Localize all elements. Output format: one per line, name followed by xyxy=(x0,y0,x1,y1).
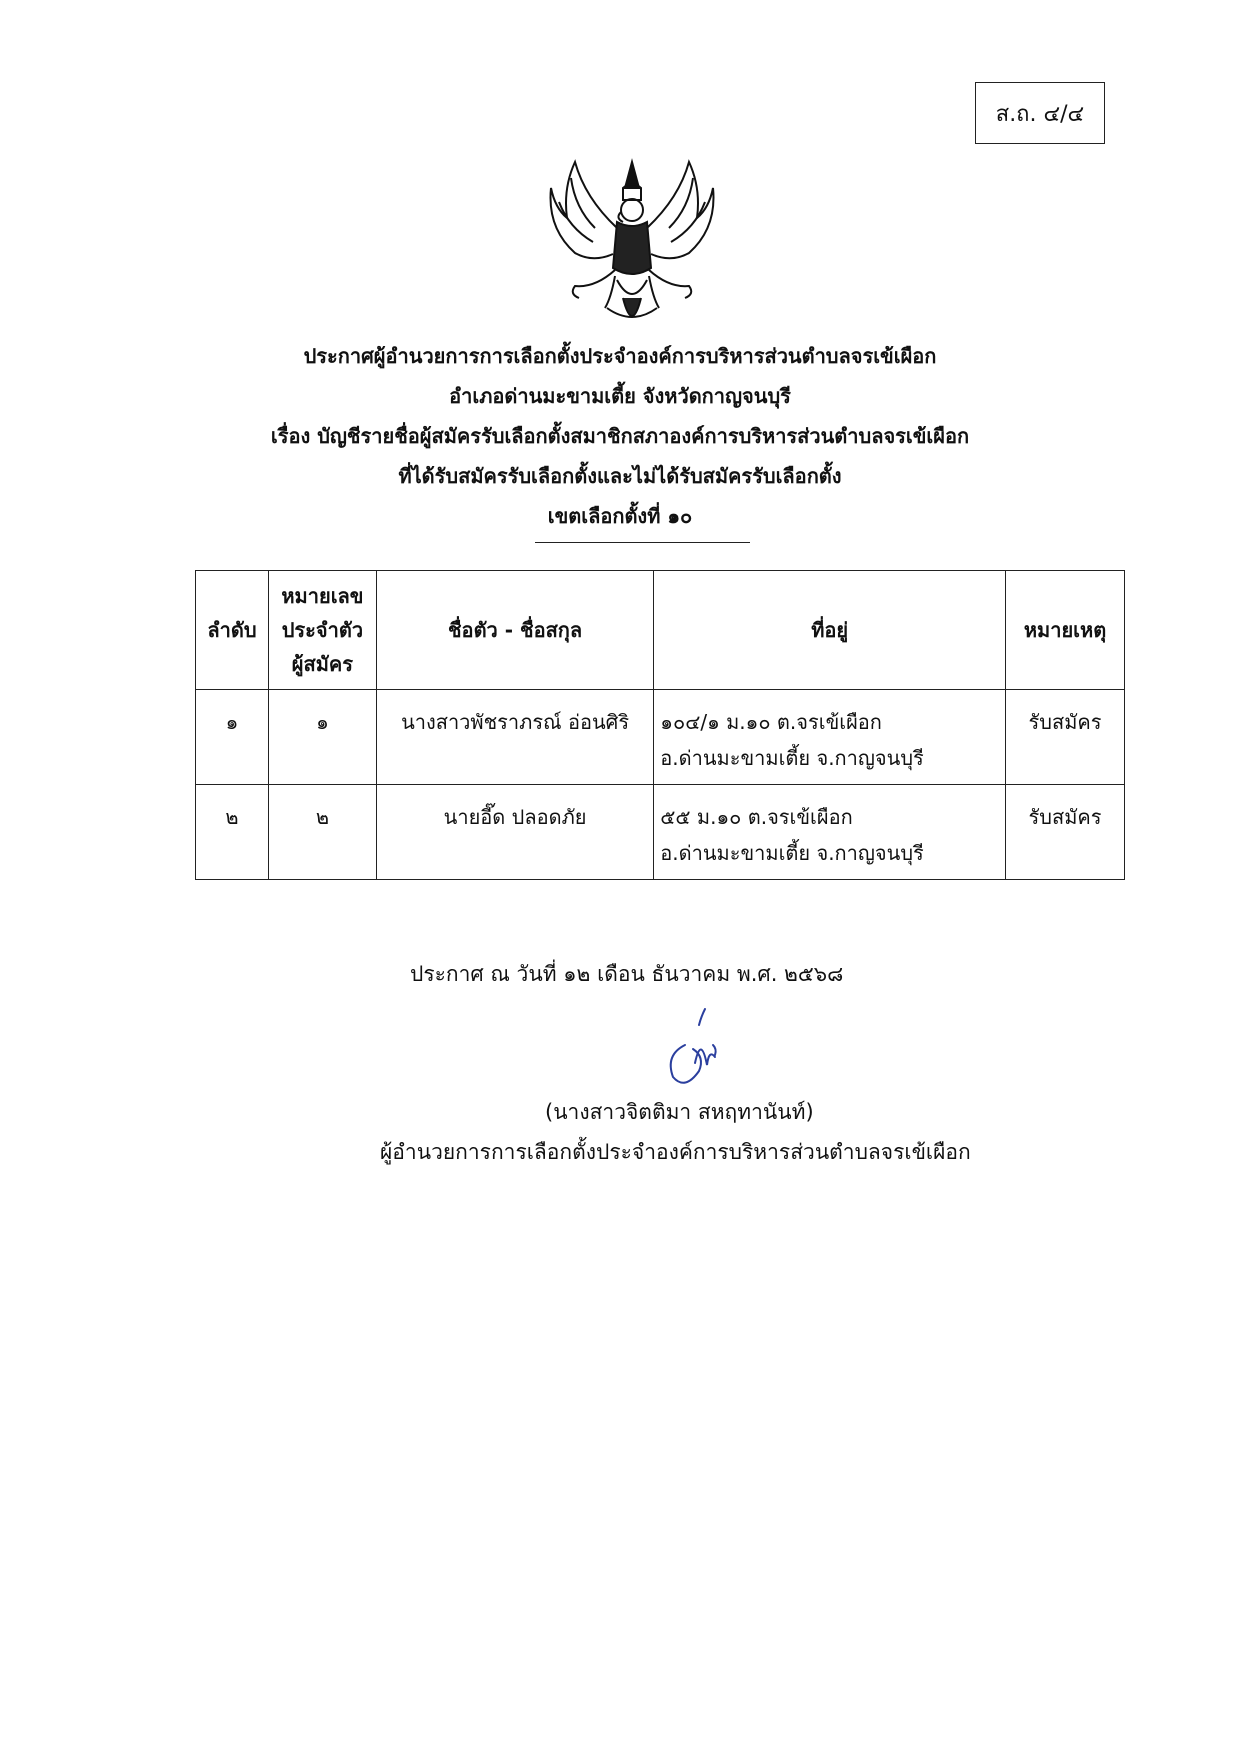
row-name: นางสาวพัชราภรณ์ อ่อนศิริ xyxy=(376,690,653,785)
heading-line-5: เขตเลือกตั้งที่ ๑๐ xyxy=(547,504,693,528)
heading-line-2: อำเภอด่านมะขามเตี้ย จังหวัดกาญจนบุรี xyxy=(449,384,791,408)
signer-name: (นางสาวจิตติมา สหฤทานันท์) xyxy=(545,1100,814,1124)
row-address-line-1: ๕๕ ม.๑๐ ต.จรเข้เผือก xyxy=(660,805,853,829)
row-address xyxy=(654,690,1006,785)
row-order: ๑ xyxy=(196,690,269,785)
row-remark: รับสมัคร xyxy=(1006,785,1125,880)
heading-line-3: เรื่อง บัญชีรายชื่อผู้สมัครรับเลือกตั้งสมาชิกสภาองค์การบริหารส่วนตำบลจรเข้เผือก xyxy=(270,424,970,448)
candidate-table xyxy=(195,570,1125,880)
announcement-heading xyxy=(0,336,1240,536)
signer-block xyxy=(0,1092,1240,1172)
form-code: ส.ถ. ๔/๔ xyxy=(995,101,1085,127)
heading-divider xyxy=(535,542,750,543)
row-candidate-number: ๑ xyxy=(268,690,376,785)
row-address-line-1: ๑๐๔/๑ ม.๑๐ ต.จรเข้เผือก xyxy=(660,710,882,734)
header-candidate-number-line-2: ประจำตัว xyxy=(281,618,364,642)
table-header-row xyxy=(196,571,1125,690)
row-candidate-number: ๒ xyxy=(268,785,376,880)
header-name: ชื่อตัว - ชื่อสกุล xyxy=(376,571,653,690)
header-candidate-number-line-1: หมายเลข xyxy=(281,584,364,608)
header-address: ที่อยู่ xyxy=(654,571,1006,690)
header-order: ลำดับ xyxy=(196,571,269,690)
heading-line-1: ประกาศผู้อำนวยการการเลือกตั้งประจำองค์การบริหารส่วนตำบลจรเข้เผือก xyxy=(303,344,937,368)
row-order: ๒ xyxy=(196,785,269,880)
handwritten-signature xyxy=(655,1005,735,1100)
heading-line-4: ที่ได้รับสมัครรับเลือกตั้งและไม่ได้รับสมัครรับเลือกตั้ง xyxy=(398,464,842,488)
row-address-line-2: อ.ด่านมะขามเตี้ย จ.กาญจนบุรี xyxy=(660,746,924,770)
signer-position: ผู้อำนวยการการเลือกตั้งประจำองค์การบริหารส่วนตำบลจรเข้เผือก xyxy=(380,1140,971,1164)
announcement-date: ประกาศ ณ วันที่ ๑๒ เดือน ธันวาคม พ.ศ. ๒๕๖๘ xyxy=(410,962,844,986)
header-candidate-number-line-3: ผู้สมัคร xyxy=(291,652,354,676)
row-name: นายอี๊ด ปลอดภัย xyxy=(376,785,653,880)
row-remark: รับสมัคร xyxy=(1006,690,1125,785)
row-address xyxy=(654,785,1006,880)
header-remark: หมายเหตุ xyxy=(1006,571,1125,690)
form-code-box xyxy=(975,82,1105,144)
table-row xyxy=(196,690,1125,785)
header-candidate-number xyxy=(268,571,376,690)
table-row xyxy=(196,785,1125,880)
garuda-emblem-icon xyxy=(545,158,720,338)
row-address-line-2: อ.ด่านมะขามเตี้ย จ.กาญจนบุรี xyxy=(660,841,924,865)
